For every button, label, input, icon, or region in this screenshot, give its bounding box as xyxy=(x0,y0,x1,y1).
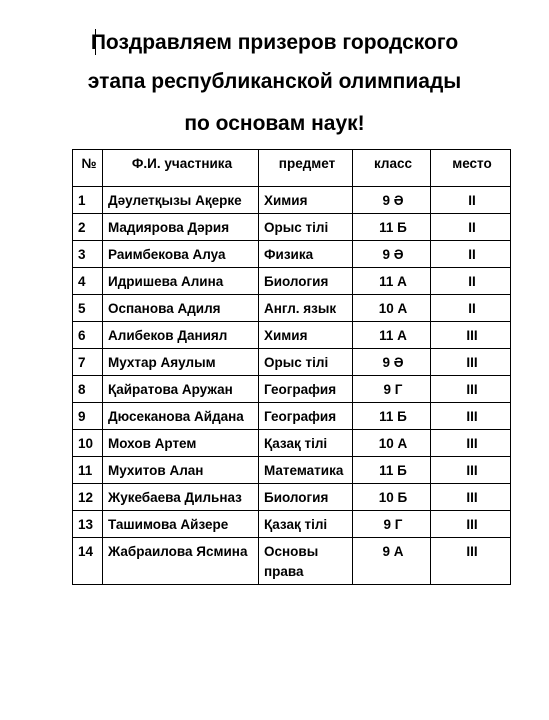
table-row xyxy=(73,403,511,430)
table-row xyxy=(73,322,511,349)
row-number: 5 xyxy=(73,295,103,322)
grade: 9 Ә xyxy=(353,187,431,214)
participant-name: Жабраилова Ясмина xyxy=(103,538,259,585)
grade: 11 А xyxy=(353,322,431,349)
table-row xyxy=(73,268,511,295)
subject: Биология xyxy=(259,484,353,511)
header-grade: класс xyxy=(353,150,431,187)
subject: Физика xyxy=(259,241,353,268)
row-number: 9 xyxy=(73,403,103,430)
subject: Қазақ тілі xyxy=(259,511,353,538)
subject: Химия xyxy=(259,187,353,214)
title-line-3: по основам наук! xyxy=(184,112,365,135)
grade: 9 А xyxy=(353,538,431,585)
participant-name: Дәулетқызы Ақерке xyxy=(103,187,259,214)
place: III xyxy=(431,403,511,430)
grade: 11 А xyxy=(353,268,431,295)
table-row xyxy=(73,214,511,241)
table-row xyxy=(73,484,511,511)
place: III xyxy=(431,349,511,376)
subject: Англ. язык xyxy=(259,295,353,322)
participant-name: Дюсеканова Айдана xyxy=(103,403,259,430)
table-row xyxy=(73,376,511,403)
winners-table xyxy=(72,149,511,585)
participant-name: Мадиярова Дәрия xyxy=(103,214,259,241)
title-line-1: Поздравляем призеров городского xyxy=(90,31,459,54)
table-row xyxy=(73,349,511,376)
place: III xyxy=(431,322,511,349)
subject: Основы права xyxy=(259,538,353,585)
place: III xyxy=(431,538,511,585)
table-row xyxy=(73,295,511,322)
place: III xyxy=(431,376,511,403)
place: III xyxy=(431,511,511,538)
place: III xyxy=(431,484,511,511)
subject: География xyxy=(259,403,353,430)
row-number: 13 xyxy=(73,511,103,538)
subject: География xyxy=(259,376,353,403)
participant-name: Мохов Артем xyxy=(103,430,259,457)
row-number: 14 xyxy=(73,538,103,585)
table-row xyxy=(73,430,511,457)
grade: 10 Б xyxy=(353,484,431,511)
participant-name: Ташимова Айзере xyxy=(103,511,259,538)
subject: Биология xyxy=(259,268,353,295)
place: III xyxy=(431,457,511,484)
row-number: 2 xyxy=(73,214,103,241)
row-number: 10 xyxy=(73,430,103,457)
subject: Математика xyxy=(259,457,353,484)
row-number: 8 xyxy=(73,376,103,403)
subject: Қазақ тілі xyxy=(259,430,353,457)
place: II xyxy=(431,241,511,268)
grade: 11 Б xyxy=(353,403,431,430)
place: II xyxy=(431,187,511,214)
table-row xyxy=(73,511,511,538)
row-number: 12 xyxy=(73,484,103,511)
participant-name: Алибеков Даниял xyxy=(103,322,259,349)
row-number: 7 xyxy=(73,349,103,376)
header-place: место xyxy=(431,150,511,187)
table-row xyxy=(73,187,511,214)
participant-name: Раимбекова Алуа xyxy=(103,241,259,268)
header-name: Ф.И. участника xyxy=(103,150,259,187)
subject: Орыс тілі xyxy=(259,214,353,241)
row-number: 6 xyxy=(73,322,103,349)
header-number: № xyxy=(73,150,103,187)
participant-name: Идришева Алина xyxy=(103,268,259,295)
row-number: 4 xyxy=(73,268,103,295)
subject: Химия xyxy=(259,322,353,349)
participant-name: Мухитов Алан xyxy=(103,457,259,484)
grade: 11 Б xyxy=(353,457,431,484)
subject: Орыс тілі xyxy=(259,349,353,376)
participant-name: Мухтар Аяулым xyxy=(103,349,259,376)
row-number: 1 xyxy=(73,187,103,214)
place: II xyxy=(431,295,511,322)
grade: 9 Г xyxy=(353,511,431,538)
place: II xyxy=(431,268,511,295)
table-row xyxy=(73,241,511,268)
participant-name: Оспанова Адиля xyxy=(103,295,259,322)
grade: 10 А xyxy=(353,295,431,322)
grade: 9 Г xyxy=(353,376,431,403)
participant-name: Қайратова Аружан xyxy=(103,376,259,403)
grade: 9 Ә xyxy=(353,241,431,268)
grade: 10 А xyxy=(353,430,431,457)
grade: 11 Б xyxy=(353,214,431,241)
grade: 9 Ә xyxy=(353,349,431,376)
place: II xyxy=(431,214,511,241)
table-row xyxy=(73,457,511,484)
row-number: 3 xyxy=(73,241,103,268)
header-row xyxy=(73,150,511,187)
place: III xyxy=(431,430,511,457)
table-row xyxy=(73,538,511,585)
header-subject: предмет xyxy=(259,150,353,187)
title-line-2: этапа республиканской олимпиады xyxy=(87,70,462,93)
participant-name: Жукебаева Дильназ xyxy=(103,484,259,511)
row-number: 11 xyxy=(73,457,103,484)
